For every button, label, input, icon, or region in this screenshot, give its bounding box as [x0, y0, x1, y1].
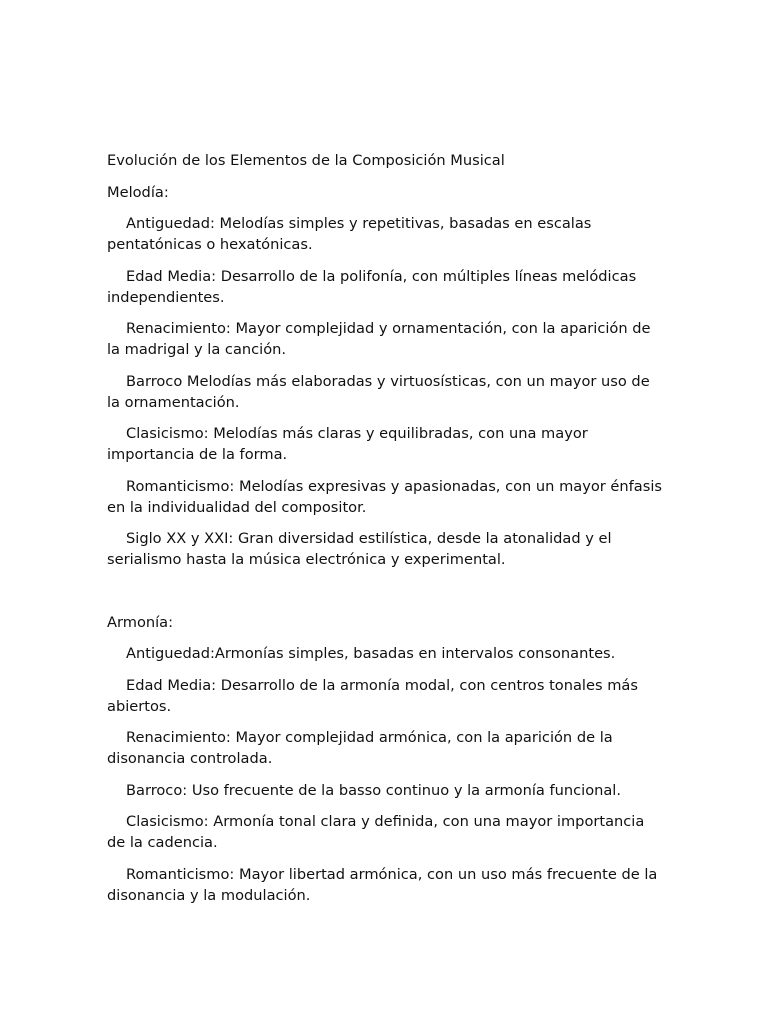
section-heading-melodia: Melodía:: [107, 183, 169, 201]
section-spacer: [107, 581, 667, 612]
melodia-item: Romanticismo: Melodías expresivas y apasionadas, con un mayor énfasis en la individualidad del compositor.: [107, 477, 662, 516]
armonia-item: Clasicismo: Armonía tonal clara y definida, con una mayor importancia de la cadencia.: [107, 813, 645, 851]
armonia-item: Antiguedad:Armonías simples, basadas en intervalos consonantes.: [126, 645, 616, 662]
armonia-item: Barroco: Uso frecuente de la basso continuo y la armonía funcional.: [126, 781, 622, 799]
melodia-item: Siglo XX y XXI: Gran diversidad estilística, desde la atonalidad y el serialismo hasta la música electrónica y experimental.: [107, 530, 612, 568]
document-page: [107, 150, 667, 916]
armonia-item: Renacimiento: Mayor complejidad armónica, con la aparición de la disonancia controlada.: [107, 729, 613, 767]
melodia-item: Barroco Melodías más elaboradas y virtuosísticas, con un mayor uso de la ornamentación.: [107, 372, 650, 411]
melodia-item: Renacimiento: Mayor complejidad y ornamentación, con la aparición de la madrigal y la canción.: [107, 320, 651, 358]
document-title: Evolución de los Elementos de la Composición Musical: [107, 152, 505, 169]
melodia-item: Clasicismo: Melodías más claras y equilibradas, con una mayor importancia de la forma.: [107, 425, 588, 463]
armonia-item: Romanticismo: Mayor libertad armónica, con un uso más frecuente de la disonancia y la modulación.: [107, 865, 658, 904]
melodia-item: Edad Media: Desarrollo de la polifonía, con múltiples líneas melódicas independientes.: [107, 267, 637, 306]
melodia-item: Antiguedad: Melodías simples y repetitivas, basadas en escalas pentatónicas o hexatónicas.: [107, 215, 592, 253]
armonia-item: Edad Media: Desarrollo de la armonía modal, con centros tonales más abiertos.: [107, 676, 638, 715]
section-heading-armonia: Armonía:: [107, 613, 174, 631]
